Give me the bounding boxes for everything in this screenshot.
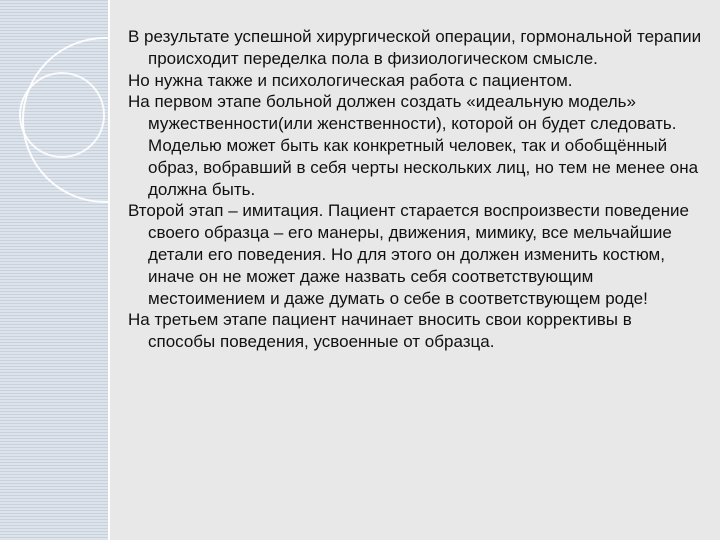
slide-text-body: [128, 26, 703, 353]
stripe-divider: [108, 0, 110, 540]
paragraph-5: На третьем этапе пациент начинает вносить свои коррективы в способы поведения, усвоенные от образца.: [128, 310, 632, 352]
paragraph-2: Но нужна также и психологическая работа с пациентом.: [128, 70, 573, 90]
decorative-circle-small: [20, 73, 104, 157]
decorative-side-stripe: [0, 0, 108, 540]
decorative-circles: [0, 0, 108, 540]
decorative-circle-large: [23, 38, 108, 202]
paragraph-3: На первом этапе больной должен создать «идеальную модель» мужественности(или женственности), которой он будет следовать. Моделью может быть как конкретный человек, так и обобщённый образ, вобравший в себя черты нескольких лиц, но тем не менее она должна быть.: [128, 92, 699, 199]
paragraph-1: В результате успешной хирургической операции, гормональной терапии происходит переделка пола в физиологическом смысле.: [128, 27, 702, 68]
paragraph-4: Второй этап – имитация. Пациент старается воспроизвести поведение своего образца – его манеры, движения, мимику, все мельчайшие детали его поведения. Но для этого он должен изменить костюм, иначе он не может даже назвать себя соответствующим местоимением и даже думать о себе в соответствующем роде!: [128, 201, 689, 308]
